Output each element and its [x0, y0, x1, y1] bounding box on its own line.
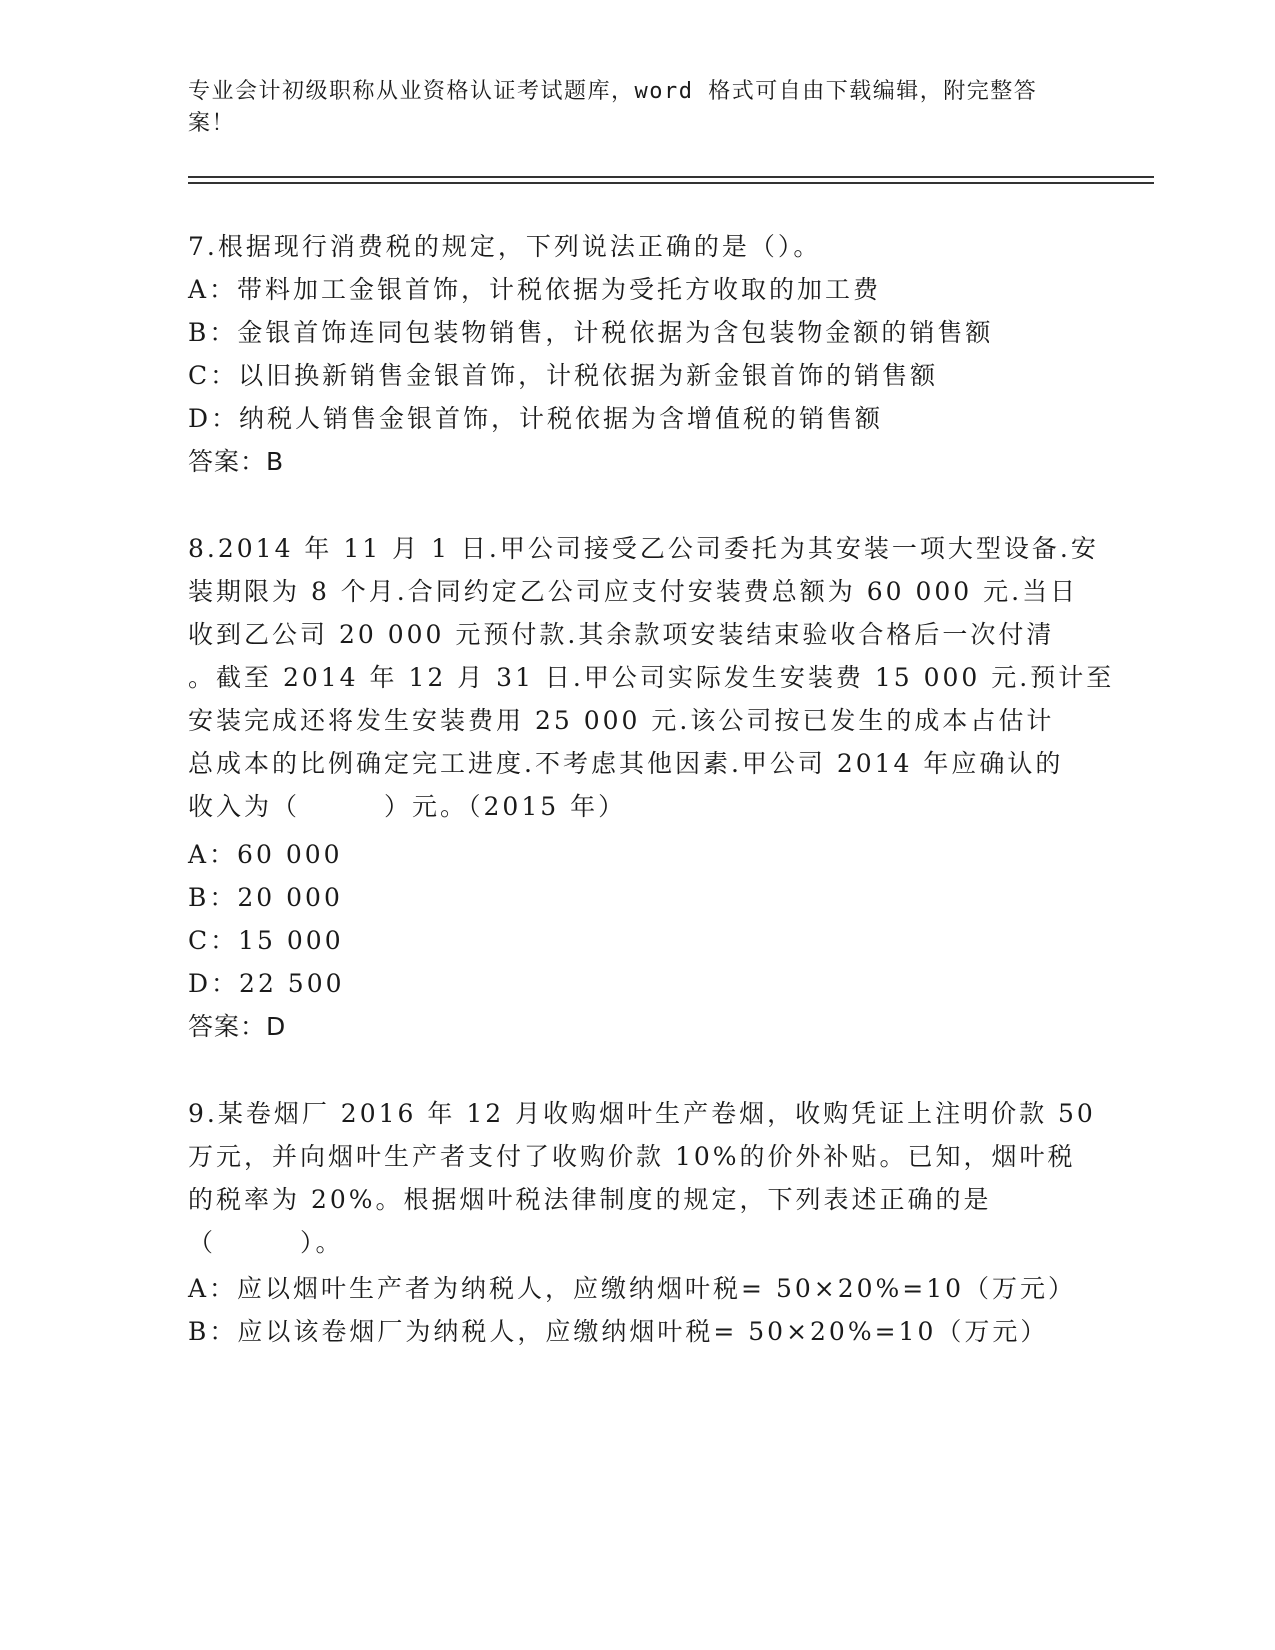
question-9-stem-line-1: 9.某卷烟厂 2016 年 12 月收购烟叶生产卷烟，收购凭证上注明价款 50	[188, 1099, 1096, 1128]
header-divider-bottom	[188, 182, 1154, 184]
question-8-option-c: C：15 000	[188, 926, 344, 955]
question-7-option-a: A：带料加工金银首饰，计税依据为受托方收取的加工费	[188, 275, 882, 304]
question-8-stem-line-5: 安装完成还将发生安装费用 25 000 元.该公司按已发生的成本占估计	[188, 706, 1055, 735]
question-8-stem-line-1: 8.2014 年 11 月 1 日.甲公司接受乙公司委托为其安装一项大型设备.安	[188, 534, 1099, 563]
question-8-answer: 答案：D	[188, 1012, 287, 1041]
question-8-stem-line-6: 总成本的比例确定完工进度.不考虑其他因素.甲公司 2014 年应确认的	[188, 749, 1064, 778]
question-8-option-b: B：20 000	[188, 883, 343, 912]
question-7-option-c: C：以旧换新销售金银首饰，计税依据为新金银首饰的销售额	[188, 361, 939, 390]
question-7-answer: 答案：B	[188, 447, 285, 476]
question-9-stem-line-4: （ ）。	[188, 1228, 344, 1257]
question-8-stem-line-3: 收到乙公司 20 000 元预付款.其余款项安装结束验收合格后一次付清	[188, 620, 1055, 649]
question-8-option-a: A：60 000	[188, 840, 343, 869]
question-8-stem-line-7: 收入为（ ）元。（2015 年）	[188, 792, 627, 821]
question-8-option-d: D：22 500	[188, 969, 345, 998]
question-8-stem-line-4: 。截至 2014 年 12 月 31 日.甲公司实际发生安装费 15 000 元.预计至	[188, 663, 1115, 692]
header-line-1: 专业会计初级职称从业资格认证考试题库，word 格式可自由下载编辑，附完整答	[188, 79, 1038, 104]
question-9-option-b: B：应以该卷烟厂为纳税人，应缴纳烟叶税= 50×20%=10（万元）	[188, 1317, 1049, 1346]
question-9-stem-line-2: 万元，并向烟叶生产者支付了收购价款 10%的价外补贴。已知，烟叶税	[188, 1142, 1076, 1171]
question-7-option-b: B：金银首饰连同包装物销售，计税依据为含包装物金额的销售额	[188, 318, 994, 347]
question-8-stem-line-2: 装期限为 8 个月.合同约定乙公司应支付安装费总额为 60 000 元.当日	[188, 577, 1079, 606]
header-line-2: 案！	[188, 111, 236, 136]
header-divider-top	[188, 176, 1154, 178]
question-7-option-d: D：纳税人销售金银首饰，计税依据为含增值税的销售额	[188, 404, 884, 433]
question-7-stem: 7.根据现行消费税的规定，下列说法正确的是（）。	[188, 232, 822, 261]
question-9-option-a: A：应以烟叶生产者为纳税人，应缴纳烟叶税= 50×20%=10（万元）	[188, 1274, 1077, 1303]
question-9-stem-line-3: 的税率为 20%。根据烟叶税法律制度的规定，下列表述正确的是	[188, 1185, 992, 1214]
document-header	[188, 76, 1068, 140]
